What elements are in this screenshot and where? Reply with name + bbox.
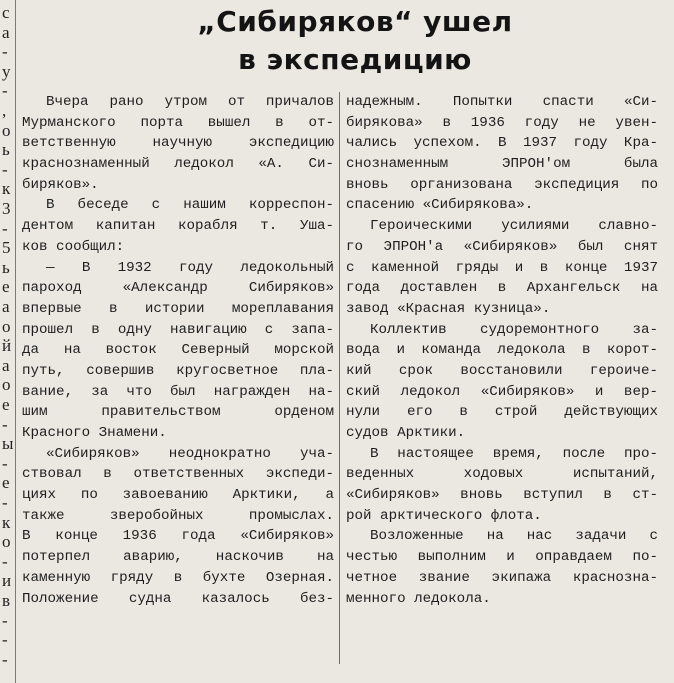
text-line: дентом капитан корабля т. Ушa- [22,218,334,235]
text-line: Возложенные на нас задачи с [370,528,658,545]
text-line: веденных ходовых испытаний, [346,466,658,483]
article-title-line-2: в экспедицию [238,43,472,76]
margin-fragment: - [2,630,8,650]
text-line: Вчера рано утром от причалов [46,94,334,110]
text-line: надежным. Попытки спасти «Си- [346,94,658,110]
margin-fragment: о [2,120,11,140]
article-column-right [346,92,658,609]
column-divider [339,92,340,664]
text-line: бирякова» в 1936 году не увен- [346,114,658,131]
text-line: с каменной гряды и в конце 1937 [346,259,658,276]
margin-fragment: о [2,375,11,395]
text-line: кий срок восстановили героиче- [346,362,658,379]
text-line: ствовал в ответственных экспеди- [22,466,334,483]
left-adjacent-column-fragment [0,0,14,683]
margin-fragment: е [2,277,10,297]
text-line: вновь организована экспедиция по [346,176,658,193]
text-line: циях по завоеванию Арктики, а [22,487,334,504]
margin-fragment: - [2,649,8,669]
margin-fragment: о [2,316,11,336]
text-line: спасению «Сибирякова». [346,197,534,214]
margin-fragment: - [2,493,8,512]
margin-fragment: ы [2,434,14,454]
text-line: года доставлен в Архангельск на [346,280,658,297]
margin-fragment: в [2,591,11,610]
text-line: также зверобойных промыслах. [22,507,334,524]
margin-fragment: 5 [2,238,11,258]
margin-fragment: 3 [2,199,11,218]
text-line: шим правительством орденом [22,404,334,421]
margin-fragment: а [2,22,10,42]
margin-fragment: - [2,414,8,434]
text-line: В конце 1936 года «Сибиряков» [22,528,334,545]
margin-fragment: - [2,81,8,101]
text-line: снознаменным ЭПРОН'ом была [346,156,658,173]
text-line: да на восток Северный морской [22,342,334,359]
text-line: го ЭПРОН'а «Сибиряков» был снят [346,238,658,255]
text-line: каменную гряду в бухте Озерная. [22,569,334,586]
text-line: четное звание экипажа краснозна- [346,569,658,586]
margin-fragment: , [2,101,7,120]
text-line: «Сибиряков» вновь вступил в ст- [346,487,658,504]
text-line: биряков». [22,176,99,193]
text-line: Положение судна казалось без- [22,590,334,607]
text-line: Героическими усилиями славно- [370,218,658,235]
text-line: В настоящее время, после про- [370,445,658,462]
text-line: вание, за что был награжден на- [22,383,334,400]
text-line: судов Арктики. [346,425,466,441]
text-line: чались успехом. В 1937 году Кра- [346,135,658,152]
margin-fragment: е [2,395,10,414]
margin-fragment: - [2,453,8,473]
margin-fragment: и [2,571,12,591]
margin-fragment: - [2,551,8,571]
article-column-left [22,92,334,609]
margin-fragment: - [2,42,8,62]
margin-fragment: - [2,218,8,238]
text-line: ский ледокол «Сибиряков» и вер- [346,383,658,400]
margin-fragment: - [2,159,8,179]
article-title-line-1: „Сибиряков“ ушел [197,5,513,38]
text-line: прошел в одну навигацию с запа- [22,321,334,338]
text-line: «Сибиряков» неоднократно уча- [46,445,334,462]
text-line: завод «Красная кузница». [346,300,551,317]
text-line: впервые в истории мореплавания [22,300,334,317]
text-line: ветственную научную экспедицию [22,135,334,152]
text-line: В беседе с нашим корреспон- [46,197,334,214]
margin-fragment: к [2,179,11,199]
text-line: потерпел аварию, наскочив на [22,549,334,566]
margin-fragment: у [2,61,11,81]
margin-fragment: о [2,532,11,552]
text-line: вода и команда ледокола в корот- [346,342,658,359]
text-line: Красного Знамени. [22,425,167,441]
margin-fragment: к [2,512,11,532]
margin-fragment: с [2,3,10,22]
left-column-rule [15,0,16,683]
text-line: ков сообщил: [22,238,125,255]
text-line: нули его в строй действующих [346,404,658,421]
text-line: — В 1932 году ледокольный [46,259,334,276]
text-line: честью выполним и оправдаем по- [346,549,658,566]
margin-fragment: й [2,336,12,356]
text-line: путь, совершив кругосветное пла- [22,362,334,379]
margin-fragment: а [2,355,10,375]
text-line: Мурманского порта вышел в от- [22,114,334,131]
margin-fragment: ь [2,140,10,160]
text-line: менного ледокола. [346,590,491,607]
margin-fragment: ь [2,257,10,277]
margin-fragment: е [2,473,10,493]
text-line: пароход «Александр Сибиряков» [22,280,334,297]
text-line: краснознаменный ледокол «А. Си- [22,156,334,173]
text-line: рой арктического флота. [346,507,542,524]
text-line: Коллектив судоремонтного за- [370,321,658,338]
margin-fragment: а [2,297,10,316]
margin-fragment: - [2,610,8,630]
